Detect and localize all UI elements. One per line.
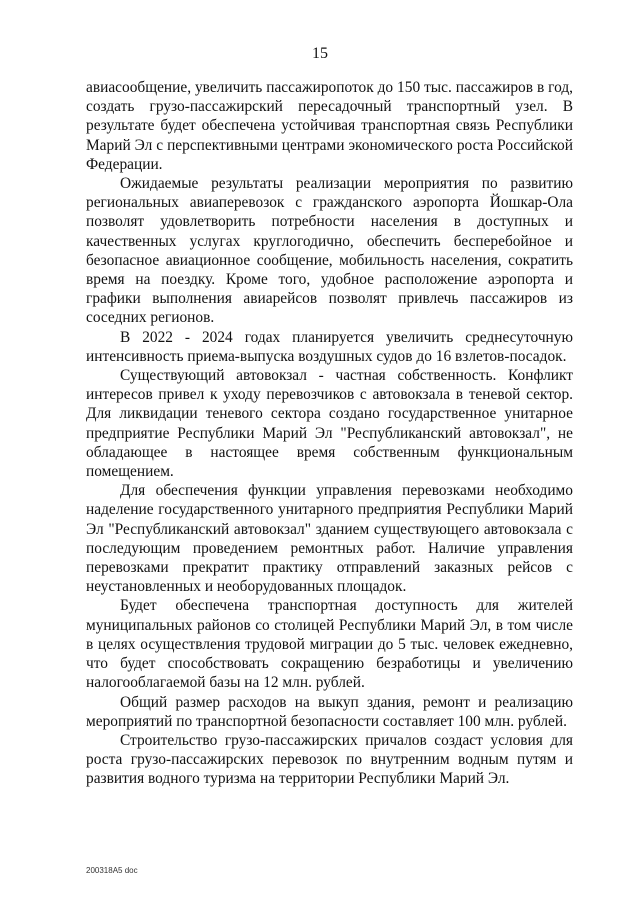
paragraph-4: Существующий автовокзал - частная собственность. Конфликт интересов привел к уходу перевозчиков с автовокзала в теневой сектор. Для ликвидации теневого сектора создано государственное унитарное предприятие Республики Марий Эл "Республиканский автовокзал", не обладающее в настоящее время собственным функциональным помещением.	[86, 367, 573, 481]
paragraph-7: Общий размер расходов на выкуп здания, ремонт и реализацию мероприятий по транспортной безопасности составляет 100 млн. рублей.	[86, 693, 573, 730]
file-reference-footer: 200318A5 doc	[86, 866, 138, 875]
paragraph-1: авиасообщение, увеличить пассажиропоток до 150 тыс. пассажиров в год, создать грузо-пассажирский пересадочный транспортный узел. В результате будет обеспечена устойчивая транспортная связь Республики Марий Эл с перспективными центрами экономического роста Российской Федерации.	[86, 79, 573, 173]
paragraph-2: Ожидаемые результаты реализации мероприятия по развитию региональных авиаперевозок с гражданского аэропорта Йошкар-Ола позволят удовлетворить потребности населения в доступных и качественных услугах круглогодично, обеспечить бесперебойное и безопасное авиационное сообщение, мобильность населения, сократить время на поездку. Кроме того, удобное расположение аэропорта и графики выполнения авиарейсов позволят привлечь пассажиров из соседних регионов.	[86, 175, 573, 327]
paragraph-3: В 2022 - 2024 годах планируется увеличить среднесуточную интенсивность приема-выпуска воздушных судов до 16 взлетов-посадок.	[86, 328, 573, 365]
paragraph-8: Строительство грузо-пассажирских причалов создаст условия для роста грузо-пассажирских перевозок по внутренним водным путям и развития водного туризма на территории Республики Марий Эл.	[86, 731, 573, 788]
paragraph-5: Для обеспечения функции управления перевозками необходимо наделение государственного унитарного предприятия Республики Марий Эл "Республиканский автовокзал" зданием существующего автовокзала с последующим проведением ремонтных работ. Наличие управления перевозками прекратит практику отправлений заказных рейсов с неустановленных и необорудованных площадок.	[86, 482, 573, 596]
page-number: 15	[312, 45, 328, 62]
body-text	[86, 78, 573, 789]
paragraph-6: Будет обеспечена транспортная доступность для жителей муниципальных районов со столицей Республики Марий Эл, в том числе в целях осуществления трудовой миграции до 5 тыс. человек ежедневно, что будет способствовать сокращению безработицы и увеличению налогооблагаемой базы на 12 млн. рублей.	[86, 597, 573, 692]
